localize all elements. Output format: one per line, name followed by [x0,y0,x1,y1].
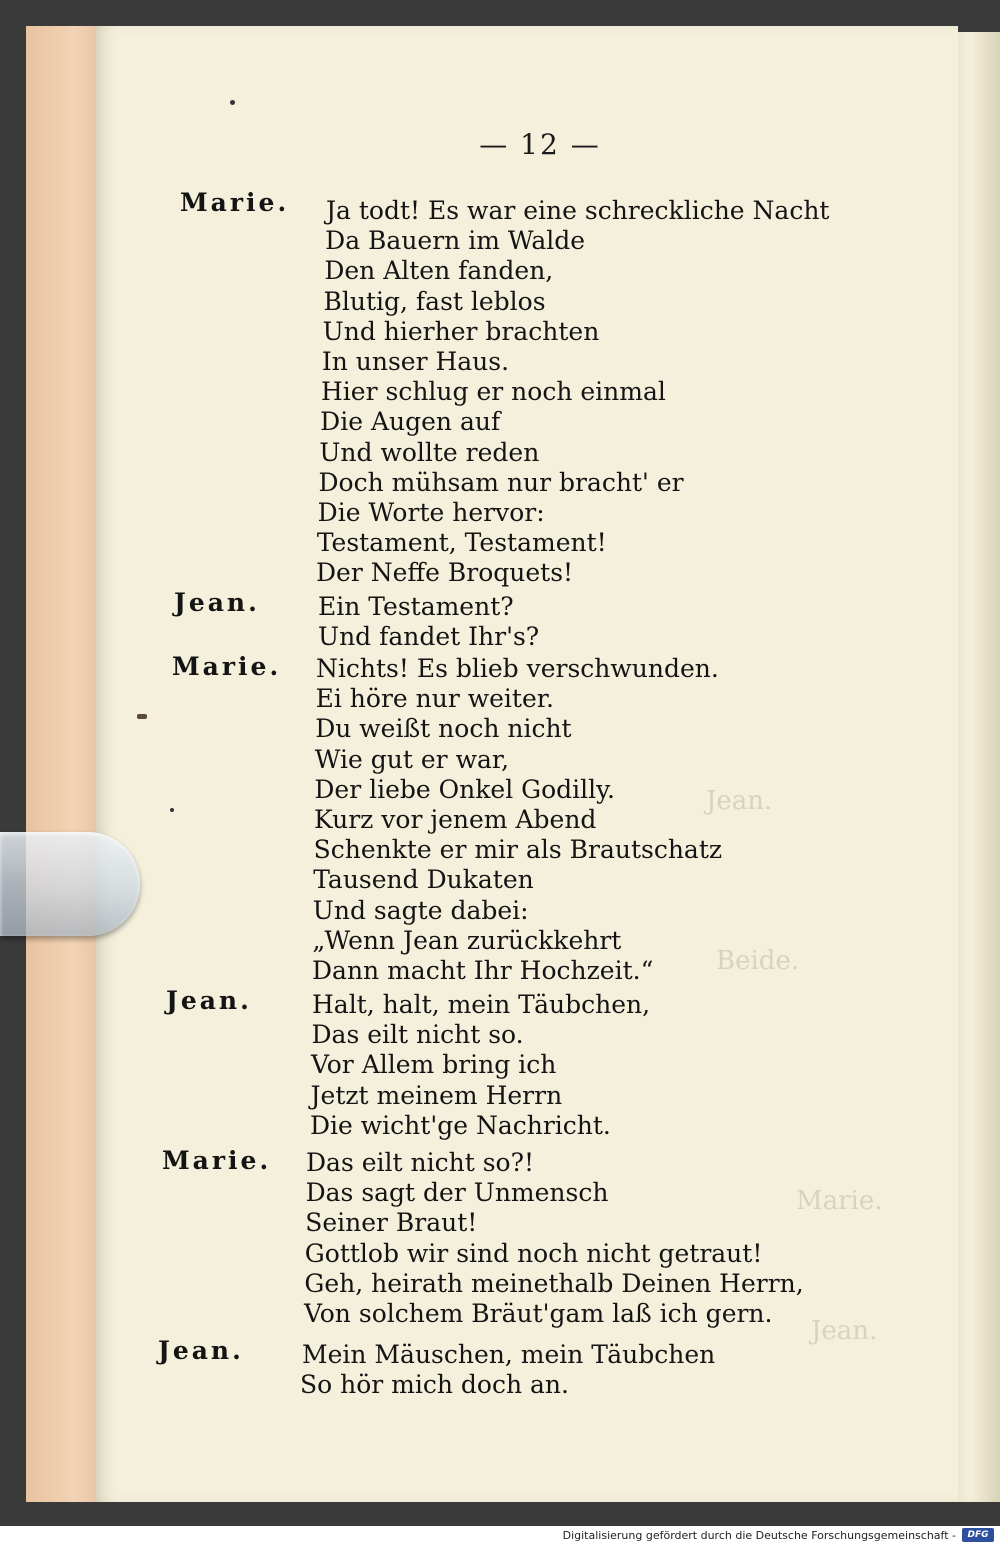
verse-line: Ei höre nur weiter. [315,684,554,714]
dfg-logo: DFG [962,1528,994,1542]
verse-line: Doch mühsam nur bracht' er [318,467,684,497]
verse-line: Gottlob wir sind noch nicht getraut! [304,1238,763,1268]
verse-line: Schenkte er mir als Brautschatz [313,835,723,865]
verse-line: Kurz vor jenem Abend [314,805,597,834]
verse-line: „Wenn Jean zurückkehrt [312,925,622,955]
verse-line: Die Worte hervor: [317,498,545,527]
footer-credit: Digitalisierung gefördert durch die Deutsche Forschungsgemeinschaft - [562,1529,956,1542]
page-number: — 12 — [479,128,601,161]
verse-line: Das eilt nicht so. [311,1020,524,1050]
verse-line: Hier schlug er noch einmal [321,377,666,407]
footer-bar [0,1526,1000,1546]
verse-line: Vor Allem bring ich [311,1050,557,1080]
verse-line: Die wicht'ge Nachricht. [310,1110,611,1140]
verse-line: Und sagte dabei: [312,895,529,925]
book-cover-edge [26,26,106,1502]
bleed-through-text: Beide. [716,946,800,976]
verse-line: Der liebe Onkel Godilly. [314,774,615,804]
verse-line: Und fandet Ihr's? [318,622,540,652]
verse-line: Da Bauern im Walde [325,226,586,256]
verse-line: Du weißt noch nicht [315,714,572,744]
verse-line: In unser Haus. [321,347,510,376]
verse-line: Tausend Dukaten [313,865,534,895]
verse-line: Dann macht Ihr Hochzeit.“ [312,956,654,985]
speaker-name: Marie. [180,188,290,217]
verse-line: Den Alten fanden, [324,256,554,286]
bleed-through-text: Jean. [811,1316,878,1346]
verse-line: Seiner Braut! [305,1208,478,1238]
speaker-name: Jean. [158,1336,244,1365]
verse-line: Ja todt! Es war eine schreckliche Nacht [326,196,830,225]
verse-line: Geh, heirath meinethalb Deinen Herrn, [304,1268,804,1298]
speck [170,808,174,812]
verse-line: Das eilt nicht so?! [306,1148,535,1177]
verse-line: Und hierher brachten [322,316,600,346]
bleed-through-text: Jean. [706,786,773,816]
verse-line: Nichts! Es blieb verschwunden. [316,654,719,683]
verse-line: Die Augen auf [320,407,501,437]
speaker-name: Marie. [162,1146,272,1175]
verse-line: Und wollte reden [319,437,540,467]
speaker-name: Marie. [172,652,282,681]
verse-line: Mein Mäuschen, mein Täubchen [302,1340,716,1369]
verse-line: Das sagt der Unmensch [305,1178,609,1208]
page-holder-clip [0,832,140,936]
verse-line: Wie gut er war, [314,744,510,774]
verse-line: Blutig, fast leblos [323,286,546,316]
bleed-through-text: Marie. [796,1186,883,1216]
verse-line: Von solchem Bräut'gam laß ich gern. [304,1299,773,1328]
verse-line: Der Neffe Broquets! [316,558,574,588]
speaker-name: Jean. [174,588,260,617]
ink-mark [137,714,147,719]
verse-line: Halt, halt, mein Täubchen, [312,990,651,1019]
speck [230,100,235,105]
verse-line: Ein Testament? [318,592,514,621]
verse-line: Jetzt meinem Herrn [310,1080,563,1110]
verse-line: Testament, Testament! [316,528,607,558]
speaker-name: Jean. [166,986,252,1015]
verse-line: So hör mich doch an. [300,1370,569,1400]
